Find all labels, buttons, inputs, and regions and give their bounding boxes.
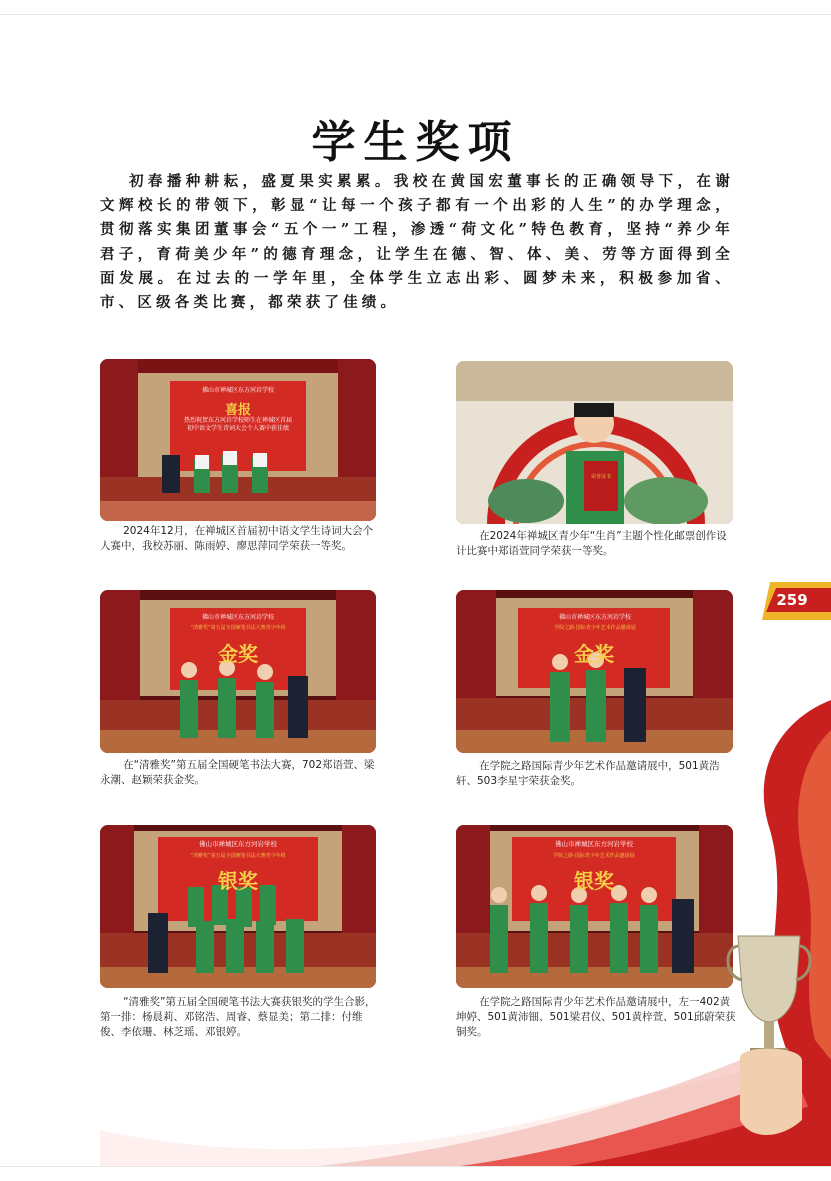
bottom-rule [0, 1166, 831, 1167]
photo-poetry-contest [100, 359, 376, 521]
banner-award: 金奖 [574, 642, 614, 666]
photo-art-exhibition-silver [456, 825, 733, 988]
page-title: 学生奖项 [311, 117, 520, 168]
banner-award: 金奖 [218, 642, 258, 666]
certificate-label: 荣誉证书 [590, 474, 611, 480]
photo-stamp-design [456, 361, 733, 524]
banner-heading: 喜报 [224, 403, 251, 418]
caption-photo-1: 2024年12月，在禅城区首届初中语文学生诗词大会个人赛中，我校苏丽、陈雨婷、廖思萍同学荣获一等奖。 [100, 525, 374, 552]
page-number: 259 [776, 591, 808, 609]
caption-photo-6: 在学院之路国际青少年艺术作品邀请展中，左一402黄坤婷、501黄沛钿、501梁君仪、501黄梓萱、501邱蔚荣获铜奖。 [456, 996, 736, 1038]
top-rule [0, 14, 831, 15]
caption-photo-5: “清雅奖”第五届全国硬笔书法大赛获银奖的学生合影，第一排：杨晨莉、邓铭浩、周睿、蔡显美；第二排：付维俊、李依珊、林芝瑶、邓银婷。 [100, 996, 376, 1038]
banner-award: 银奖 [218, 869, 258, 893]
banner-school-name: 佛山市禅城区东方河岩学校 [201, 387, 274, 394]
caption-photo-2: 在2024年禅城区青少年“生肖”主题个性化邮票创作设计比赛中郑语萱同学荣获一等奖。 [456, 530, 727, 557]
banner-text: 热烈祝贺东方河岩学校师生在禅城区首届初中语文学生诗词大会个人赛中获佳绩 [184, 417, 293, 432]
photo-calligraphy-silver [100, 825, 376, 988]
photo-art-exhibition-gold [456, 590, 733, 753]
banner-school-name: 佛山市禅城区东方河岩学校 [199, 840, 277, 848]
banner-event: “清雅奖”第五届全国硬笔书法大赛青少年组 [190, 853, 286, 859]
caption-photo-3: 在“清雅奖”第五届全国硬笔书法大赛，702郑语萱、梁永潮、赵颖荣获金奖。 [100, 759, 375, 786]
trophy-decoration [720, 700, 831, 1166]
banner-school-name: 佛山市禅城区东方河岩学校 [201, 614, 274, 621]
caption-photo-4: 在学院之路国际青少年艺术作品邀请展中，501黄浩轩、503李星宇荣获金奖。 [456, 760, 720, 787]
intro-paragraph: 初春播种耕耘，盛夏果实累累。我校在黄国宏董事长的正确领导下，在谢文辉校长的带领下，彰显“让每一个孩子都有一个出彩的人生”的办学理念，贯彻落实集团董事会“五个一”工程，渗透“荷文化”特色教育，坚持“养少年君子，育荷美少年”的德育理念，让学生在德、智、体、美、劳等方面得到全面发展。在过去的一学年里，全体学生立志出彩、圆梦未来，积极参加省、市、区级各类比赛，都荣获了佳绩。 [100, 173, 734, 312]
banner-award: 银奖 [574, 869, 614, 893]
banner-event: 学院之路·国际青少年艺术作品邀请展 [554, 625, 636, 631]
banner-event: 学院之路·国际青少年艺术作品邀请展 [553, 853, 635, 859]
photo-calligraphy-gold [100, 590, 376, 753]
banner-school-name: 佛山市禅城区东方河岩学校 [558, 614, 631, 621]
banner-event: “清雅奖”第五届全国硬笔书法大赛青少年组 [190, 625, 286, 631]
banner-school-name: 佛山市禅城区东方河岩学校 [555, 840, 633, 848]
